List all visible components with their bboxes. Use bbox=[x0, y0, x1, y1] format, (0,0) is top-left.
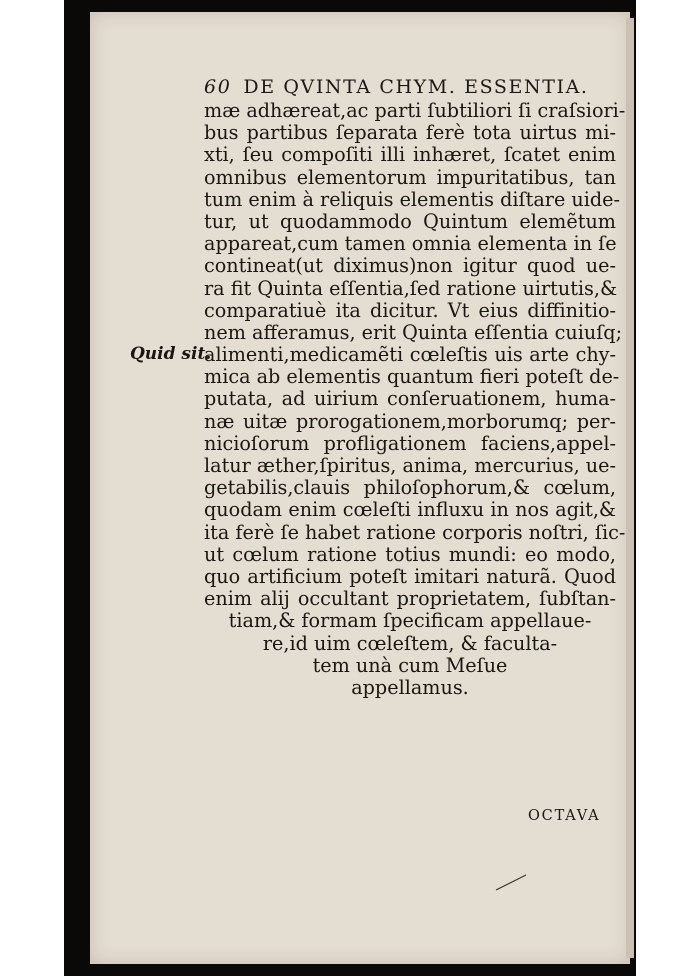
text-line: tiam,& formam ſpecificam appellaue- bbox=[228, 609, 592, 633]
page-edge bbox=[626, 18, 634, 958]
text-line: re,id uim cœleſtem, & faculta- bbox=[262, 631, 558, 655]
text-line: getabilis,clauis philoſophorum,& cœlum, bbox=[204, 476, 616, 500]
text-line: mica ab elementis quantum fieri poteſt de- bbox=[204, 365, 620, 389]
text-line: quodam enim cœleſti influxu in nos agit,& bbox=[204, 498, 616, 522]
catchword: OCTAVA bbox=[528, 808, 601, 824]
running-title: DE QVINTA CHYM. ESSENTIA. bbox=[243, 76, 589, 98]
text-line: putata, ad uirium conſeruationem, huma- bbox=[204, 387, 616, 411]
text-line: bus partibus ſeparata ferè tota uirtus mi- bbox=[204, 121, 616, 145]
text-line: xti, ſeu compoſiti illi inhæret, ſcatet enim bbox=[204, 143, 616, 167]
text-line: appellamus. bbox=[351, 675, 469, 699]
text-line: omnibus elementorum impuritatibus, tan bbox=[204, 165, 616, 189]
text-line: contineat(ut diximus)non igitur quod ue- bbox=[204, 254, 616, 278]
text-line: nicioſorum profligationem faciens,appel- bbox=[204, 431, 616, 455]
marginal-note: Quid sit. bbox=[130, 344, 212, 364]
text-line: tum enim à reliquis elementis diſtare uide- bbox=[204, 187, 621, 211]
text-line: ut cœlum ratione totius mundi: eo modo, bbox=[204, 542, 616, 566]
page-number: 60 bbox=[204, 76, 232, 98]
text-line: mæ adhæreat,ac parti ſubtiliori ſi craſsiori- bbox=[204, 99, 626, 122]
text-line: alimenti,medicamẽti cœleſtis uis arte chy- bbox=[204, 343, 616, 367]
body-text bbox=[204, 99, 626, 699]
pen-stroke-mark bbox=[494, 872, 528, 892]
text-line: næ uitæ prorogationem,morborumq; per- bbox=[204, 409, 616, 433]
text-line: tur, ut quodammodo Quintum elemẽtum bbox=[204, 209, 616, 233]
text-line: ra fit Quinta eſſentia,ſed ratione uirtutis,& bbox=[204, 276, 618, 300]
text-line: quo artificium poteſt imitari naturã. Quod bbox=[204, 564, 616, 588]
text-line: comparatiuè ita dicitur. Vt eius diffinitio- bbox=[204, 298, 616, 322]
text-line: tem unà cum Meſue bbox=[312, 653, 508, 677]
text-line: latur æther,ſpiritus, anima, mercurius, ue- bbox=[204, 454, 616, 477]
text-line: appareat,cum tamen omnia elementa in ſe bbox=[204, 232, 617, 256]
right-margin bbox=[636, 0, 690, 976]
text-line: ita ferè ſe habet ratione corporis noſtri, ſic- bbox=[204, 520, 626, 544]
running-header bbox=[204, 76, 589, 98]
text-line: nem afferamus, erit Quinta eſſentia cuiuſq; bbox=[204, 320, 623, 344]
text-line: enim alij occultant proprietatem, ſubſtan- bbox=[204, 587, 616, 611]
